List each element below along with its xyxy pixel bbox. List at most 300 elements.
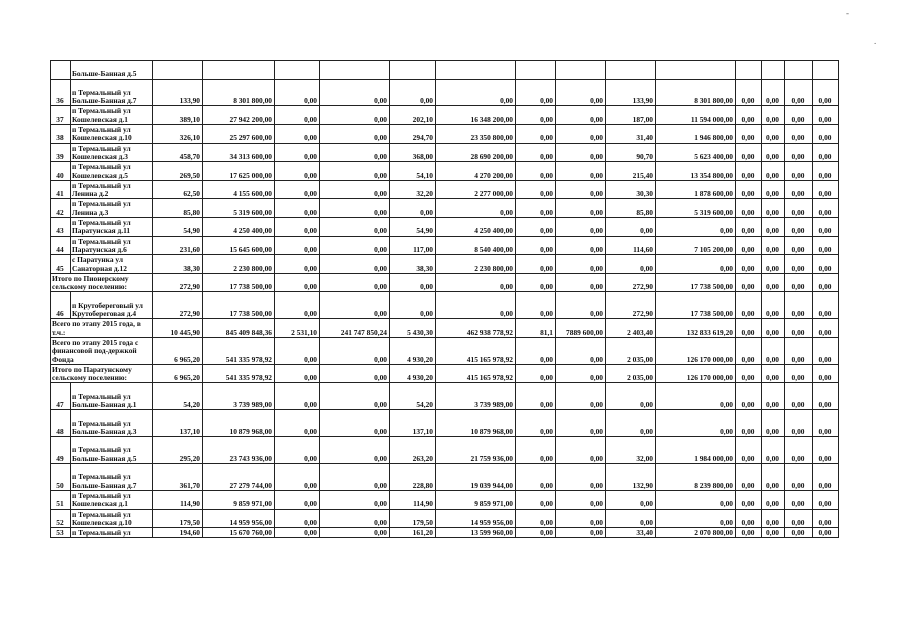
value-cell: 16 348 200,00 bbox=[436, 106, 516, 125]
value-cell: 272,90 bbox=[153, 292, 203, 319]
value-cell: 0,00 bbox=[762, 106, 785, 125]
value-cell: 0,00 bbox=[736, 143, 762, 162]
value-cell: 0,00 bbox=[275, 528, 320, 538]
value-cell: 0,00 bbox=[275, 410, 320, 437]
address-cell: п Термальный ул Ленина д.2 bbox=[71, 180, 153, 199]
value-cell bbox=[656, 61, 736, 80]
scan-mark-side: . bbox=[874, 36, 877, 46]
value-cell: 0,00 bbox=[785, 255, 813, 274]
value-cell: 269,50 bbox=[153, 162, 203, 181]
value-cell: 0,00 bbox=[736, 490, 762, 509]
subtotal-label: Всего по этапу 2015 года с финансовой под-держкой Фонда bbox=[51, 337, 153, 364]
table-row bbox=[51, 162, 839, 181]
value-cell: 294,70 bbox=[390, 125, 436, 144]
value-cell: 0,00 bbox=[516, 236, 556, 255]
value-cell: 0,00 bbox=[516, 528, 556, 538]
value-cell: 0,00 bbox=[762, 364, 785, 383]
value-cell: 10 445,90 bbox=[153, 319, 203, 338]
value-cell: 23 743 936,00 bbox=[203, 437, 275, 464]
address-cell: п Термальный ул Больше-Банная д.7 bbox=[71, 464, 153, 491]
value-cell: 0,00 bbox=[785, 79, 813, 106]
value-cell: 54,10 bbox=[390, 162, 436, 181]
value-cell: 2 070 800,00 bbox=[656, 528, 736, 538]
value-cell: 0,00 bbox=[813, 292, 839, 319]
value-cell: 3 739 989,00 bbox=[436, 383, 516, 410]
value-cell: 0,00 bbox=[516, 162, 556, 181]
value-cell: 32,00 bbox=[606, 437, 656, 464]
value-cell: 14 959 956,00 bbox=[203, 509, 275, 528]
value-cell: 263,20 bbox=[390, 437, 436, 464]
value-cell: 0,00 bbox=[785, 528, 813, 538]
value-cell: 0,00 bbox=[606, 410, 656, 437]
value-cell bbox=[320, 61, 390, 80]
value-cell: 4 155 600,00 bbox=[203, 180, 275, 199]
table-row bbox=[51, 143, 839, 162]
table-row bbox=[51, 106, 839, 125]
table-row bbox=[51, 218, 839, 237]
value-cell: 0,00 bbox=[516, 199, 556, 218]
value-cell: 0,00 bbox=[762, 143, 785, 162]
value-cell: 0,00 bbox=[785, 106, 813, 125]
value-cell: 0,00 bbox=[556, 410, 606, 437]
value-cell: 0,00 bbox=[275, 106, 320, 125]
value-cell: 5 319 600,00 bbox=[203, 199, 275, 218]
value-cell: 54,90 bbox=[390, 218, 436, 237]
value-cell: 0,00 bbox=[275, 236, 320, 255]
value-cell: 0,00 bbox=[275, 509, 320, 528]
value-cell: 0,00 bbox=[813, 464, 839, 491]
table-row bbox=[51, 337, 839, 364]
value-cell: 0,00 bbox=[320, 273, 390, 292]
value-cell: 0,00 bbox=[390, 79, 436, 106]
value-cell: 0,00 bbox=[813, 364, 839, 383]
value-cell: 85,80 bbox=[153, 199, 203, 218]
value-cell: 187,00 bbox=[606, 106, 656, 125]
scan-mark-top: - bbox=[846, 8, 849, 18]
value-cell: 8 540 400,00 bbox=[436, 236, 516, 255]
value-cell: 0,00 bbox=[320, 218, 390, 237]
value-cell: 0,00 bbox=[556, 383, 606, 410]
value-cell: 0,00 bbox=[785, 383, 813, 410]
value-cell: 0,00 bbox=[762, 437, 785, 464]
table-body bbox=[51, 61, 839, 538]
value-cell: 54,20 bbox=[390, 383, 436, 410]
value-cell: 0,00 bbox=[736, 410, 762, 437]
subtotal-label: Итого по Пионерскому сельскому поселению: bbox=[51, 273, 153, 292]
value-cell: 0,00 bbox=[762, 490, 785, 509]
value-cell bbox=[153, 61, 203, 80]
value-cell: 0,00 bbox=[556, 162, 606, 181]
value-cell: 389,10 bbox=[153, 106, 203, 125]
value-cell: 0,00 bbox=[275, 162, 320, 181]
value-cell: 132 833 619,20 bbox=[656, 319, 736, 338]
value-cell: 32,20 bbox=[390, 180, 436, 199]
value-cell: 0,00 bbox=[320, 464, 390, 491]
table-row bbox=[51, 464, 839, 491]
address-cell: п Термальный ул Паратунская д.11 bbox=[71, 218, 153, 237]
row-number: 53 bbox=[51, 528, 71, 538]
value-cell: 228,80 bbox=[390, 464, 436, 491]
value-cell bbox=[606, 61, 656, 80]
value-cell: 0,00 bbox=[762, 162, 785, 181]
value-cell: 0,00 bbox=[556, 273, 606, 292]
value-cell: 179,50 bbox=[153, 509, 203, 528]
value-cell: 0,00 bbox=[275, 143, 320, 162]
value-cell: 19 039 944,00 bbox=[436, 464, 516, 491]
value-cell bbox=[436, 61, 516, 80]
row-number: 39 bbox=[51, 143, 71, 162]
value-cell: 28 690 200,00 bbox=[436, 143, 516, 162]
value-cell bbox=[516, 61, 556, 80]
value-cell: 0,00 bbox=[320, 292, 390, 319]
value-cell: 0,00 bbox=[785, 337, 813, 364]
value-cell: 0,00 bbox=[320, 199, 390, 218]
table-row bbox=[51, 528, 839, 538]
value-cell: 126 170 000,00 bbox=[656, 337, 736, 364]
value-cell: 137,10 bbox=[153, 410, 203, 437]
value-cell: 0,00 bbox=[762, 337, 785, 364]
value-cell: 27 942 200,00 bbox=[203, 106, 275, 125]
address-cell: с Паратунка ул Санаторная д.12 bbox=[71, 255, 153, 274]
row-number: 45 bbox=[51, 255, 71, 274]
address-cell: п Термальный ул Кошелевская д.3 bbox=[71, 143, 153, 162]
value-cell: 0,00 bbox=[736, 79, 762, 106]
value-cell: 0,00 bbox=[656, 490, 736, 509]
row-number: 43 bbox=[51, 218, 71, 237]
address-cell: п Термальный ул Больше-Банная д.3 bbox=[71, 410, 153, 437]
value-cell: 326,10 bbox=[153, 125, 203, 144]
value-cell: 114,90 bbox=[390, 490, 436, 509]
value-cell: 0,00 bbox=[736, 273, 762, 292]
value-cell: 0,00 bbox=[606, 490, 656, 509]
value-cell: 0,00 bbox=[275, 255, 320, 274]
address-cell: п Термальный ул Кошелевская д.1 bbox=[71, 106, 153, 125]
value-cell: 0,00 bbox=[813, 143, 839, 162]
row-number: 47 bbox=[51, 383, 71, 410]
value-cell: 0,00 bbox=[762, 199, 785, 218]
value-cell: 0,00 bbox=[762, 509, 785, 528]
value-cell: 0,00 bbox=[556, 106, 606, 125]
value-cell: 0,00 bbox=[606, 218, 656, 237]
value-cell: 0,00 bbox=[436, 79, 516, 106]
table-row bbox=[51, 61, 839, 80]
value-cell: 0,00 bbox=[785, 273, 813, 292]
value-cell: 31,40 bbox=[606, 125, 656, 144]
value-cell: 0,00 bbox=[516, 337, 556, 364]
table-row bbox=[51, 292, 839, 319]
value-cell: 272,90 bbox=[606, 273, 656, 292]
value-cell: 0,00 bbox=[762, 79, 785, 106]
value-cell: 0,00 bbox=[320, 410, 390, 437]
value-cell: 0,00 bbox=[762, 180, 785, 199]
value-cell: 21 759 936,00 bbox=[436, 437, 516, 464]
value-cell: 1 946 800,00 bbox=[656, 125, 736, 144]
value-cell: 0,00 bbox=[736, 437, 762, 464]
value-cell: 54,20 bbox=[153, 383, 203, 410]
value-cell: 38,30 bbox=[153, 255, 203, 274]
value-cell: 0,00 bbox=[785, 180, 813, 199]
value-cell: 0,00 bbox=[785, 125, 813, 144]
value-cell: 845 409 848,36 bbox=[203, 319, 275, 338]
value-cell: 2 035,00 bbox=[606, 337, 656, 364]
value-cell: 17 738 500,00 bbox=[203, 292, 275, 319]
value-cell: 0,00 bbox=[516, 383, 556, 410]
address-cell: п Термальный ул bbox=[71, 528, 153, 538]
value-cell bbox=[813, 61, 839, 80]
value-cell: 0,00 bbox=[762, 273, 785, 292]
table-row bbox=[51, 199, 839, 218]
value-cell: 0,00 bbox=[813, 273, 839, 292]
value-cell: 0,00 bbox=[320, 255, 390, 274]
value-cell: 0,00 bbox=[275, 337, 320, 364]
value-cell: 0,00 bbox=[436, 199, 516, 218]
value-cell: 17 625 000,00 bbox=[203, 162, 275, 181]
value-cell: 0,00 bbox=[516, 437, 556, 464]
row-number: 37 bbox=[51, 106, 71, 125]
value-cell: 133,90 bbox=[153, 79, 203, 106]
table-row bbox=[51, 273, 839, 292]
value-cell: 85,80 bbox=[606, 199, 656, 218]
value-cell: 241 747 850,24 bbox=[320, 319, 390, 338]
value-cell: 0,00 bbox=[275, 199, 320, 218]
value-cell: 15 645 600,00 bbox=[203, 236, 275, 255]
value-cell: 2 531,10 bbox=[275, 319, 320, 338]
value-cell bbox=[203, 61, 275, 80]
value-cell: 0,00 bbox=[762, 218, 785, 237]
value-cell: 0,00 bbox=[762, 236, 785, 255]
value-cell: 0,00 bbox=[320, 437, 390, 464]
value-cell: 0,00 bbox=[390, 273, 436, 292]
table-row bbox=[51, 180, 839, 199]
value-cell: 215,40 bbox=[606, 162, 656, 181]
value-cell: 126 170 000,00 bbox=[656, 364, 736, 383]
value-cell: 0,00 bbox=[785, 509, 813, 528]
value-cell: 7 105 200,00 bbox=[656, 236, 736, 255]
value-cell: 0,00 bbox=[556, 337, 606, 364]
value-cell: 2 230 800,00 bbox=[203, 255, 275, 274]
value-cell: 0,00 bbox=[762, 464, 785, 491]
value-cell: 541 335 978,92 bbox=[203, 364, 275, 383]
value-cell: 0,00 bbox=[813, 180, 839, 199]
row-number: 51 bbox=[51, 490, 71, 509]
value-cell: 2 035,00 bbox=[606, 364, 656, 383]
subtotal-label: Всего по этапу 2015 года, в т.ч.: bbox=[51, 319, 153, 338]
value-cell: 179,50 bbox=[390, 509, 436, 528]
value-cell: 0,00 bbox=[656, 218, 736, 237]
value-cell: 17 738 500,00 bbox=[656, 273, 736, 292]
value-cell: 62,50 bbox=[153, 180, 203, 199]
value-cell: 0,00 bbox=[516, 125, 556, 144]
value-cell: 0,00 bbox=[436, 292, 516, 319]
address-cell: п Термальный ул Больше-Банная д.5 bbox=[71, 437, 153, 464]
address-cell: п Термальный ул Больше-Банная д.1 bbox=[71, 383, 153, 410]
value-cell bbox=[785, 61, 813, 80]
value-cell: 0,00 bbox=[556, 199, 606, 218]
address-cell: п Термальный ул Кошелевская д.5 bbox=[71, 162, 153, 181]
value-cell: 231,60 bbox=[153, 236, 203, 255]
value-cell: 0,00 bbox=[556, 180, 606, 199]
value-cell: 0,00 bbox=[762, 125, 785, 144]
value-cell: 0,00 bbox=[606, 383, 656, 410]
value-cell: 0,00 bbox=[606, 509, 656, 528]
value-cell bbox=[762, 61, 785, 80]
row-number: 48 bbox=[51, 410, 71, 437]
value-cell: 541 335 978,92 bbox=[203, 337, 275, 364]
value-cell: 0,00 bbox=[556, 490, 606, 509]
address-cell: п Крутобереговый ул Крутобереговая д.4 bbox=[71, 292, 153, 319]
value-cell: 0,00 bbox=[762, 319, 785, 338]
value-cell: 25 297 600,00 bbox=[203, 125, 275, 144]
value-cell: 2 403,40 bbox=[606, 319, 656, 338]
value-cell: 6 965,20 bbox=[153, 364, 203, 383]
value-cell bbox=[275, 61, 320, 80]
value-cell: 361,70 bbox=[153, 464, 203, 491]
value-cell: 0,00 bbox=[813, 199, 839, 218]
value-cell: 0,00 bbox=[275, 383, 320, 410]
table-row bbox=[51, 125, 839, 144]
value-cell: 0,00 bbox=[320, 236, 390, 255]
value-cell: 0,00 bbox=[516, 410, 556, 437]
value-cell: 0,00 bbox=[275, 292, 320, 319]
value-cell: 0,00 bbox=[516, 106, 556, 125]
value-cell: 202,10 bbox=[390, 106, 436, 125]
value-cell: 0,00 bbox=[320, 337, 390, 364]
value-cell: 0,00 bbox=[320, 162, 390, 181]
value-cell: 0,00 bbox=[516, 218, 556, 237]
value-cell: 0,00 bbox=[516, 490, 556, 509]
value-cell: 0,00 bbox=[762, 528, 785, 538]
table-row bbox=[51, 255, 839, 274]
value-cell: 0,00 bbox=[736, 236, 762, 255]
value-cell: 0,00 bbox=[516, 180, 556, 199]
row-number bbox=[51, 61, 71, 80]
table-row bbox=[51, 437, 839, 464]
value-cell: 8 301 800,00 bbox=[203, 79, 275, 106]
value-cell: 4 930,20 bbox=[390, 364, 436, 383]
row-number: 50 bbox=[51, 464, 71, 491]
value-cell: 5 430,30 bbox=[390, 319, 436, 338]
value-cell: 0,00 bbox=[736, 319, 762, 338]
value-cell: 27 279 744,00 bbox=[203, 464, 275, 491]
table-row bbox=[51, 79, 839, 106]
value-cell: 0,00 bbox=[785, 364, 813, 383]
value-cell: 0,00 bbox=[736, 125, 762, 144]
value-cell: 0,00 bbox=[275, 437, 320, 464]
value-cell: 5 623 400,00 bbox=[656, 143, 736, 162]
row-number: 42 bbox=[51, 199, 71, 218]
value-cell: 0,00 bbox=[656, 509, 736, 528]
value-cell: 0,00 bbox=[320, 383, 390, 410]
value-cell: 0,00 bbox=[516, 255, 556, 274]
value-cell: 0,00 bbox=[556, 255, 606, 274]
value-cell: 0,00 bbox=[762, 255, 785, 274]
value-cell: 54,90 bbox=[153, 218, 203, 237]
value-cell: 368,00 bbox=[390, 143, 436, 162]
value-cell: 15 670 760,00 bbox=[203, 528, 275, 538]
value-cell bbox=[390, 61, 436, 80]
value-cell: 0,00 bbox=[736, 106, 762, 125]
value-cell: 0,00 bbox=[813, 410, 839, 437]
value-cell: 33,40 bbox=[606, 528, 656, 538]
value-cell: 17 738 500,00 bbox=[656, 292, 736, 319]
table-row bbox=[51, 319, 839, 338]
value-cell: 0,00 bbox=[556, 236, 606, 255]
value-cell: 0,00 bbox=[813, 218, 839, 237]
value-cell: 0,00 bbox=[813, 383, 839, 410]
row-number: 40 bbox=[51, 162, 71, 181]
value-cell: 0,00 bbox=[785, 143, 813, 162]
value-cell: 0,00 bbox=[813, 528, 839, 538]
row-number: 44 bbox=[51, 236, 71, 255]
value-cell: 0,00 bbox=[390, 199, 436, 218]
table-row bbox=[51, 490, 839, 509]
value-cell: 0,00 bbox=[785, 292, 813, 319]
value-cell: 0,00 bbox=[813, 236, 839, 255]
value-cell: 0,00 bbox=[556, 218, 606, 237]
housing-program-table bbox=[50, 60, 839, 538]
row-number: 36 bbox=[51, 79, 71, 106]
value-cell: 5 319 600,00 bbox=[656, 199, 736, 218]
value-cell: 0,00 bbox=[320, 528, 390, 538]
row-number: 52 bbox=[51, 509, 71, 528]
value-cell: 11 594 000,00 bbox=[656, 106, 736, 125]
value-cell: 0,00 bbox=[556, 125, 606, 144]
value-cell: 295,20 bbox=[153, 437, 203, 464]
value-cell: 0,00 bbox=[320, 106, 390, 125]
value-cell: 0,00 bbox=[556, 143, 606, 162]
value-cell: 9 859 971,00 bbox=[436, 490, 516, 509]
value-cell: 0,00 bbox=[762, 292, 785, 319]
value-cell: 0,00 bbox=[656, 255, 736, 274]
value-cell: 2 277 000,00 bbox=[436, 180, 516, 199]
value-cell: 13 599 960,00 bbox=[436, 528, 516, 538]
value-cell: 462 938 778,92 bbox=[436, 319, 516, 338]
value-cell: 0,00 bbox=[813, 162, 839, 181]
value-cell: 0,00 bbox=[736, 180, 762, 199]
value-cell: 0,00 bbox=[516, 464, 556, 491]
value-cell: 0,00 bbox=[762, 383, 785, 410]
address-cell: п Термальный ул Кошелевская д.10 bbox=[71, 509, 153, 528]
value-cell: 0,00 bbox=[436, 273, 516, 292]
address-cell: п Термальный ул Кошелевская д.1 bbox=[71, 490, 153, 509]
value-cell: 194,60 bbox=[153, 528, 203, 538]
value-cell: 34 313 600,00 bbox=[203, 143, 275, 162]
value-cell: 0,00 bbox=[785, 319, 813, 338]
value-cell: 458,70 bbox=[153, 143, 203, 162]
value-cell: 1 878 600,00 bbox=[656, 180, 736, 199]
value-cell: 0,00 bbox=[785, 199, 813, 218]
value-cell: 0,00 bbox=[762, 410, 785, 437]
value-cell: 0,00 bbox=[320, 490, 390, 509]
value-cell: 0,00 bbox=[736, 383, 762, 410]
value-cell: 14 959 956,00 bbox=[436, 509, 516, 528]
value-cell: 0,00 bbox=[275, 490, 320, 509]
value-cell: 0,00 bbox=[813, 509, 839, 528]
value-cell: 0,00 bbox=[556, 292, 606, 319]
value-cell: 272,90 bbox=[153, 273, 203, 292]
row-number: 41 bbox=[51, 180, 71, 199]
value-cell: 10 879 968,00 bbox=[203, 410, 275, 437]
value-cell: 137,10 bbox=[390, 410, 436, 437]
address-cell: п Термальный ул Больше-Банная д.7 bbox=[71, 79, 153, 106]
value-cell: 0,00 bbox=[813, 106, 839, 125]
value-cell: 4 250 400,00 bbox=[436, 218, 516, 237]
value-cell: 0,00 bbox=[556, 528, 606, 538]
row-number: 38 bbox=[51, 125, 71, 144]
value-cell: 0,00 bbox=[785, 490, 813, 509]
value-cell: 0,00 bbox=[320, 125, 390, 144]
value-cell: 0,00 bbox=[736, 162, 762, 181]
